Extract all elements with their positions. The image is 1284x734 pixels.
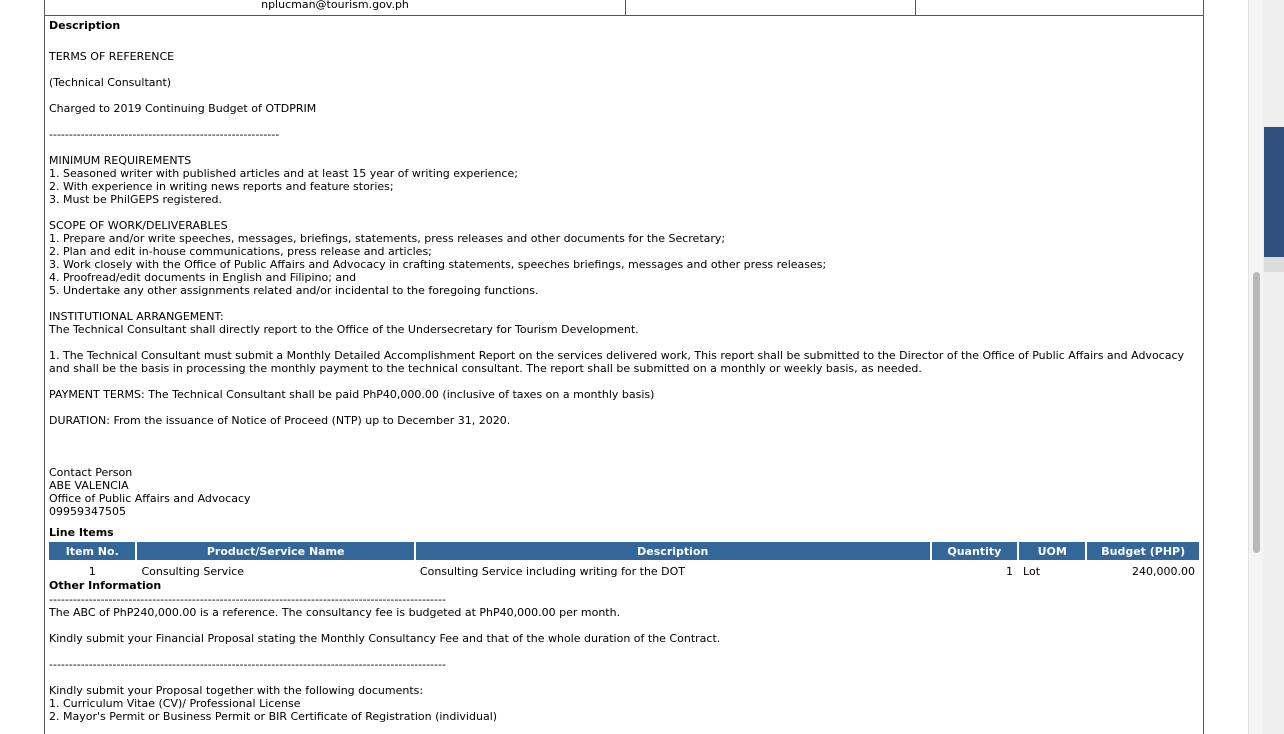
scope-item: 1. Prepare and/or write speeches, messages, briefings, statements, press releases and other documents for the Secretary; [49,232,726,245]
col-budget: Budget (PHP) [1087,542,1199,560]
contact-email: nplucman@tourism.gov.ph [45,0,626,15]
contact-person-phone: 09959347505 [49,505,126,518]
line-items-heading: Line Items [49,526,114,539]
scope-item: 5. Undertake any other assignments related and/or incidental to the foregoing functions. [49,284,539,297]
report-requirement: 1. The Technical Consultant must submit a Monthly Detailed Accomplishment Report on the services delivered work, This report shall be submitted to the Director of the Office of Public Affairs and Advocacy [49,349,1185,362]
min-req-title: MINIMUM REQUIREMENTS [49,154,192,167]
other-info-heading: Other Information [49,579,162,592]
cell-item-no: 1 [88,564,96,578]
required-doc-item: 2. Mayor's Permit or Business Permit or BIR Certificate of Registration (individual) [49,710,498,723]
position-title: (Technical Consultant) [49,76,172,89]
contact-person-title: Contact Person [49,466,133,479]
scrollbar-thumb[interactable] [1253,272,1260,553]
col-quantity: Quantity [932,542,1017,560]
min-req-item: 3. Must be PhilGEPS registered. [49,193,222,206]
side-panel-divider [1264,257,1284,272]
cell-product-name: Consulting Service [141,564,245,578]
cell-budget: 240,000.00 [1132,564,1195,578]
bid-notice-document [44,0,1204,734]
col-product-name: Product/Service Name [137,542,413,560]
contact-info-row [45,0,1203,16]
institutional-text: The Technical Consultant shall directly report to the Office of the Undersecretary for Tourism Development. [49,323,639,336]
vertical-scrollbar[interactable] [1248,0,1263,734]
description-body [49,50,1199,518]
terms-title: TERMS OF REFERENCE [49,50,175,63]
budget-charge: Charged to 2019 Continuing Budget of OTDPRIM [49,102,317,115]
other-info-body [49,593,1199,723]
submit-note: Kindly submit your Proposal together with the following documents: [49,684,424,697]
separator-line: ---------------------------------------------------------- [49,128,280,141]
min-req-item: 2. With experience in writing news reports and feature stories; [49,180,394,193]
scope-item: 2. Plan and edit in-house communications, press release and articles; [49,245,432,258]
scope-item: 4. Proofread/edit documents in English and Filipino; and [49,271,357,284]
contact-row-cell-2 [626,0,916,15]
cell-uom: Lot [1023,564,1041,578]
scope-item: 3. Work closely with the Office of Public Affairs and Advocacy in crafting statements, speeches briefings, messages and other press releases; [49,258,827,271]
duration: DURATION: From the issuance of Notice of Proceed (NTP) up to December 31, 2020. [49,414,511,427]
scope-title: SCOPE OF WORK/DELIVERABLES [49,219,228,232]
report-requirement-cont: and shall be the basis in processing the monthly payment to the technical consultant. The report shall be submitted on a monthly or weekly basis, as needed. [49,362,922,375]
document-content [49,19,1199,723]
abc-note: The ABC of PhP240,000.00 is a reference. The consultancy fee is budgeted at PhP40,000.00 per month. [49,606,621,619]
separator-line: ---------------------------------------------------------------------------------------------------- [49,593,446,606]
contact-person-office: Office of Public Affairs and Advocacy [49,492,251,505]
line-items-header-row [49,542,1199,560]
line-items-table [47,540,1201,582]
cell-quantity: 1 [1006,564,1014,578]
financial-proposal-note: Kindly submit your Financial Proposal stating the Monthly Consultancy Fee and that of the whole duration of the Contract. [49,632,721,645]
separator-line: ---------------------------------------------------------------------------------------------------- [49,658,446,671]
contact-person-name: ABE VALENCIA [49,479,129,492]
col-description: Description [416,542,930,560]
side-panel-edge [1263,0,1284,734]
table-row [49,562,1199,580]
col-item-no: Item No. [49,542,135,560]
col-uom: UOM [1019,542,1085,560]
min-req-item: 1. Seasoned writer with published articles and at least 15 year of writing experience; [49,167,518,180]
description-heading: Description [49,19,121,32]
payment-terms: PAYMENT TERMS: The Technical Consultant shall be paid PhP40,000.00 (inclusive of taxes on a monthly basis) [49,388,655,401]
cell-description: Consulting Service including writing for the DOT [419,564,686,578]
institutional-title: INSTITUTIONAL ARRANGEMENT: [49,310,224,323]
required-doc-item: 1. Curriculum Vitae (CV)/ Professional License [49,697,301,710]
side-panel-accent [1264,127,1284,257]
